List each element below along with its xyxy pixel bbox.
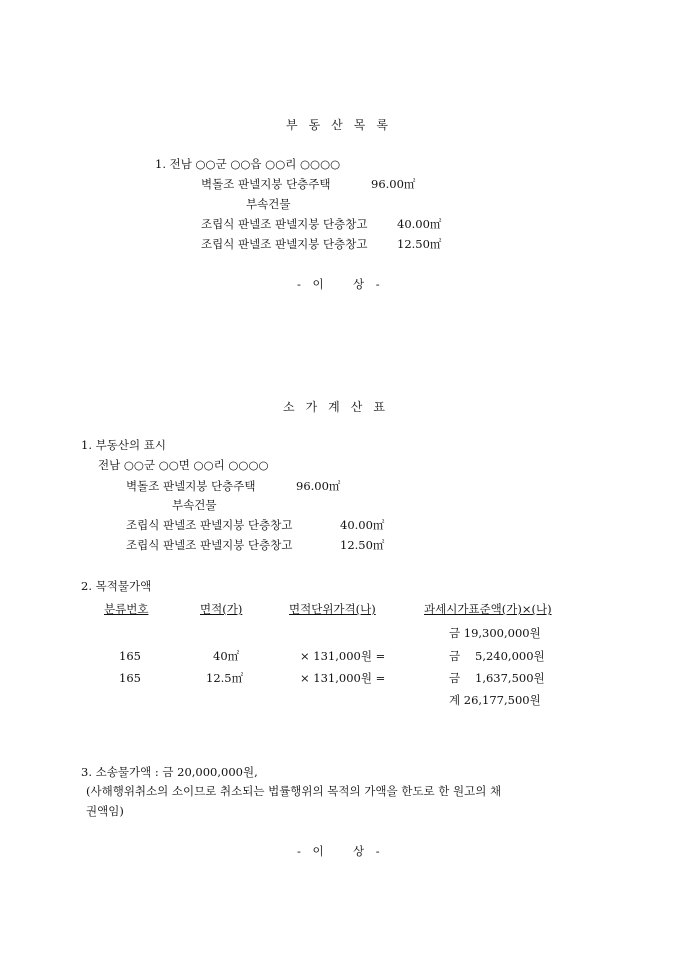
list-bldg-main-area: 96.00㎡ (371, 177, 416, 191)
list-title: 부동산목록 (286, 118, 399, 132)
calc-end-right: 상 - (353, 844, 384, 858)
calc-sec2-heading: 2. 목적물가액 (81, 579, 152, 593)
calc-annex2: 조립식 판넬조 판넬지붕 단층창고 (126, 538, 293, 552)
calc-bldg-main: 벽돌조 판넬지붕 단층주택 (126, 479, 256, 493)
table-row1-code: 165 (119, 649, 141, 663)
table-row0-amount: 금 19,300,000원 (449, 626, 541, 640)
list-bldg-main: 벽돌조 판넬지붕 단층주택 (201, 177, 331, 191)
table-header-area: 면적(가) (200, 602, 243, 616)
calc-annex1-area: 40.00㎡ (340, 518, 385, 532)
calc-end-left: - 이 (297, 844, 328, 858)
calc-sec3-note-line2: 권액임) (86, 804, 124, 818)
list-annex2-area: 12.50㎡ (397, 237, 442, 251)
table-total: 계 26,177,500원 (449, 693, 541, 707)
calc-sec3-heading: 3. 소송물가액 : 금 20,000,000원, (81, 765, 258, 779)
table-header-unit-price: 면적단위가격(나) (289, 602, 376, 616)
table-row1-amount: 5,240,000원 (475, 649, 545, 663)
list-annex2: 조립식 판넬조 판넬지붕 단층창고 (201, 237, 368, 251)
table-row2-code: 165 (119, 671, 141, 685)
table-row2-amount: 1,637,500원 (475, 671, 545, 685)
calc-bldg-main-area: 96.00㎡ (296, 479, 341, 493)
list-end-right: 상 - (353, 277, 384, 291)
table-row2-amount-prefix: 금 (449, 671, 461, 685)
calc-annex-label: 부속건물 (172, 498, 217, 512)
list-end-left: - 이 (297, 277, 328, 291)
table-row1-area: 40㎡ (213, 649, 240, 663)
table-row1-amount-prefix: 금 (449, 649, 461, 663)
table-row2-unit-price: × 131,000원 = (300, 671, 386, 685)
calc-title: 소가계산표 (283, 400, 396, 414)
table-header-code: 분류번호 (104, 602, 149, 616)
calc-annex2-area: 12.50㎡ (340, 538, 385, 552)
calc-sec1-heading: 1. 부동산의 표시 (81, 438, 166, 452)
list-annex-label: 부속건물 (246, 197, 291, 211)
calc-address: 전남 ○○군 ○○면 ○○리 ○○○○ (98, 458, 269, 472)
calc-sec3-note-line1: (사해행위취소의 소이므로 취소되는 법률행위의 목적의 가액을 한도로 한 원고의 채 (86, 784, 502, 798)
calc-annex1: 조립식 판넬조 판넬지붕 단층창고 (126, 518, 293, 532)
list-item-address: 1. 전남 ○○군 ○○읍 ○○리 ○○○○ (155, 157, 341, 171)
list-annex1-area: 40.00㎡ (397, 217, 442, 231)
list-annex1: 조립식 판넬조 판넬지붕 단층창고 (201, 217, 368, 231)
table-header-amount: 과세시가표준액(가)×(나) (424, 602, 552, 616)
table-row1-unit-price: × 131,000원 = (300, 649, 386, 663)
table-row2-area: 12.5㎡ (206, 671, 244, 685)
